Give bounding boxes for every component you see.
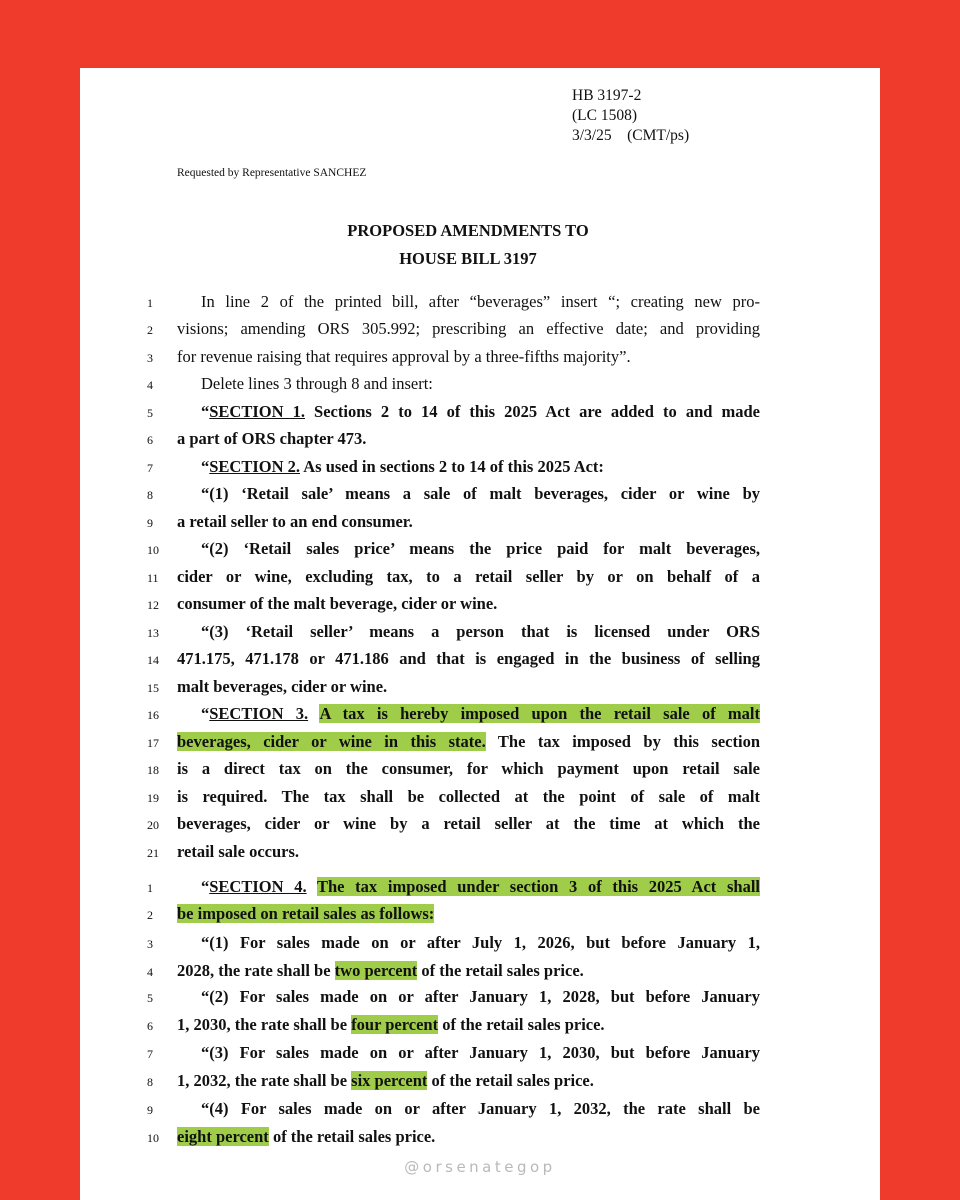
section-heading: SECTION 3.: [209, 704, 309, 723]
line-number: 21: [147, 846, 159, 860]
line-number: 8: [147, 1075, 153, 1089]
line-number: 4: [147, 965, 153, 979]
body-line: 1 In line 2 of the printed bill, after “beverages” insert “; creating new pro-: [177, 291, 760, 315]
body-line: 6 1, 2030, the rate shall be four percent of the retail sales price.: [177, 1014, 760, 1038]
body-line: 3 “(1) For sales made on or after July 1, 2026, but before January 1,: [177, 932, 760, 956]
body-line: 12 consumer of the malt beverage, cider or wine.: [177, 593, 760, 617]
body-line: 13 “(3) ‘Retail seller’ means a person that is licensed under ORS: [177, 621, 760, 645]
body-line: 21 retail sale occurs.: [177, 841, 760, 865]
section-4-line: 1 “SECTION 4. The tax imposed under section 3 of this 2025 Act shall: [177, 876, 760, 900]
line-number: 9: [147, 516, 153, 530]
requested-by: Requested by Representative SANCHEZ: [177, 167, 367, 179]
body-line: 6 a part of ORS chapter 473.: [177, 428, 760, 452]
line-number: 6: [147, 433, 153, 447]
line-number: 10: [147, 543, 159, 557]
line-number: 1: [147, 881, 153, 895]
body-line: 19 is required. The tax shall be collected at the point of sale of malt: [177, 786, 760, 810]
body-line: 17 beverages, cider or wine in this state. The tax imposed by this section: [177, 731, 760, 755]
body-line: 3 for revenue raising that requires approval by a three-fifths majority”.: [177, 346, 760, 370]
rate-two-percent: two percent: [334, 961, 418, 980]
body-line: 8 “(1) ‘Retail sale’ means a sale of malt beverages, cider or wine by: [177, 483, 760, 507]
line-number: 11: [147, 571, 159, 585]
line-number: 14: [147, 653, 159, 667]
body-line: 9 a retail seller to an end consumer.: [177, 511, 760, 535]
section-1-line: 5 “SECTION 1. Sections 2 to 14 of this 2025 Act are added to and made: [177, 401, 760, 425]
lc-number: (LC 1508): [572, 107, 638, 124]
date-initials: [572, 126, 689, 146]
highlighted-text: The tax imposed under section 3 of this 2025 Act shall: [316, 877, 760, 896]
title-line-2: HOUSE BILL 3197: [399, 249, 537, 268]
line-number: 5: [147, 406, 153, 420]
line-number: 20: [147, 818, 159, 832]
rate-eight-percent: eight percent: [177, 1127, 269, 1146]
body-line: [147, 903, 760, 927]
highlighted-text: beverages, cider or wine in this state.: [177, 732, 486, 751]
body-line: 20 beverages, cider or wine by a retail seller at the time at which the: [177, 813, 760, 837]
body-line: 9 “(4) For sales made on or after January 1, 2032, the rate shall be: [177, 1098, 760, 1122]
line-number: 16: [147, 708, 159, 722]
line-number: 13: [147, 626, 159, 640]
watermark-handle: @orsenategop: [404, 1158, 556, 1176]
body-line: 10 “(2) ‘Retail sales price’ means the price paid for malt beverages,: [177, 538, 760, 562]
body-line: 8 1, 2032, the rate shall be six percent of the retail sales price.: [177, 1070, 760, 1094]
section-3-line: 16 “SECTION 3. A tax is hereby imposed upon the retail sale of malt: [177, 703, 760, 727]
line-number: 12: [147, 598, 159, 612]
line-number: 15: [147, 681, 159, 695]
rate-six-percent: six percent: [351, 1071, 428, 1090]
line-number: 3: [147, 937, 153, 951]
body-line: 14 471.175, 471.178 or 471.186 and that is engaged in the business of selling: [177, 648, 760, 672]
line-number: 17: [147, 736, 159, 750]
bill-number: HB 3197-2: [572, 87, 642, 104]
section-heading: SECTION 1.: [209, 402, 305, 421]
line-number: 7: [147, 461, 153, 475]
body-line: 7 “(3) For sales made on or after January 1, 2030, but before January: [177, 1042, 760, 1066]
line-number: 19: [147, 791, 159, 805]
body-line: 4 2028, the rate shall be two percent of the retail sales price.: [177, 960, 760, 984]
initials: (CMT/ps): [627, 127, 690, 144]
section-2-line: 7 “SECTION 2. As used in sections 2 to 14 of this 2025 Act:: [177, 456, 760, 480]
date: 3/3/25: [572, 127, 612, 144]
line-number: 2: [147, 908, 153, 922]
body-line: 2 visions; amending ORS 305.992; prescribing an effective date; and providing: [177, 318, 760, 342]
line-number: 8: [147, 488, 153, 502]
line-number: 18: [147, 763, 159, 777]
line-number: 3: [147, 351, 153, 365]
body-line: 15 malt beverages, cider or wine.: [177, 676, 760, 700]
line-number: 6: [147, 1019, 153, 1033]
section-heading: SECTION 2.: [209, 457, 301, 476]
document-page: [80, 68, 880, 1200]
line-number: 2: [147, 323, 153, 337]
rate-four-percent: four percent: [351, 1015, 439, 1034]
body-line: 10 eight percent of the retail sales price.: [177, 1126, 760, 1150]
line-number: 1: [147, 296, 153, 310]
highlighted-text: A tax is hereby imposed upon the retail sale of malt: [319, 704, 761, 723]
line-number: 7: [147, 1047, 153, 1061]
bill-header: [572, 86, 689, 146]
body-line: 18 is a direct tax on the consumer, for which payment upon retail sale: [177, 758, 760, 782]
line-number: 10: [147, 1131, 159, 1145]
line-number: 9: [147, 1103, 153, 1117]
body-line: 5 “(2) For sales made on or after January 1, 2028, but before January: [177, 986, 760, 1010]
body-line: 11 cider or wine, excluding tax, to a retail seller by or on behalf of a: [177, 566, 760, 590]
highlighted-text: be imposed on retail sales as follows:: [177, 904, 435, 923]
line-number: 5: [147, 991, 153, 1005]
body-line: 4 Delete lines 3 through 8 and insert:: [177, 373, 760, 397]
section-heading: SECTION 4.: [209, 877, 307, 896]
line-number: 4: [147, 378, 153, 392]
title-line-1: PROPOSED AMENDMENTS TO: [347, 221, 589, 240]
